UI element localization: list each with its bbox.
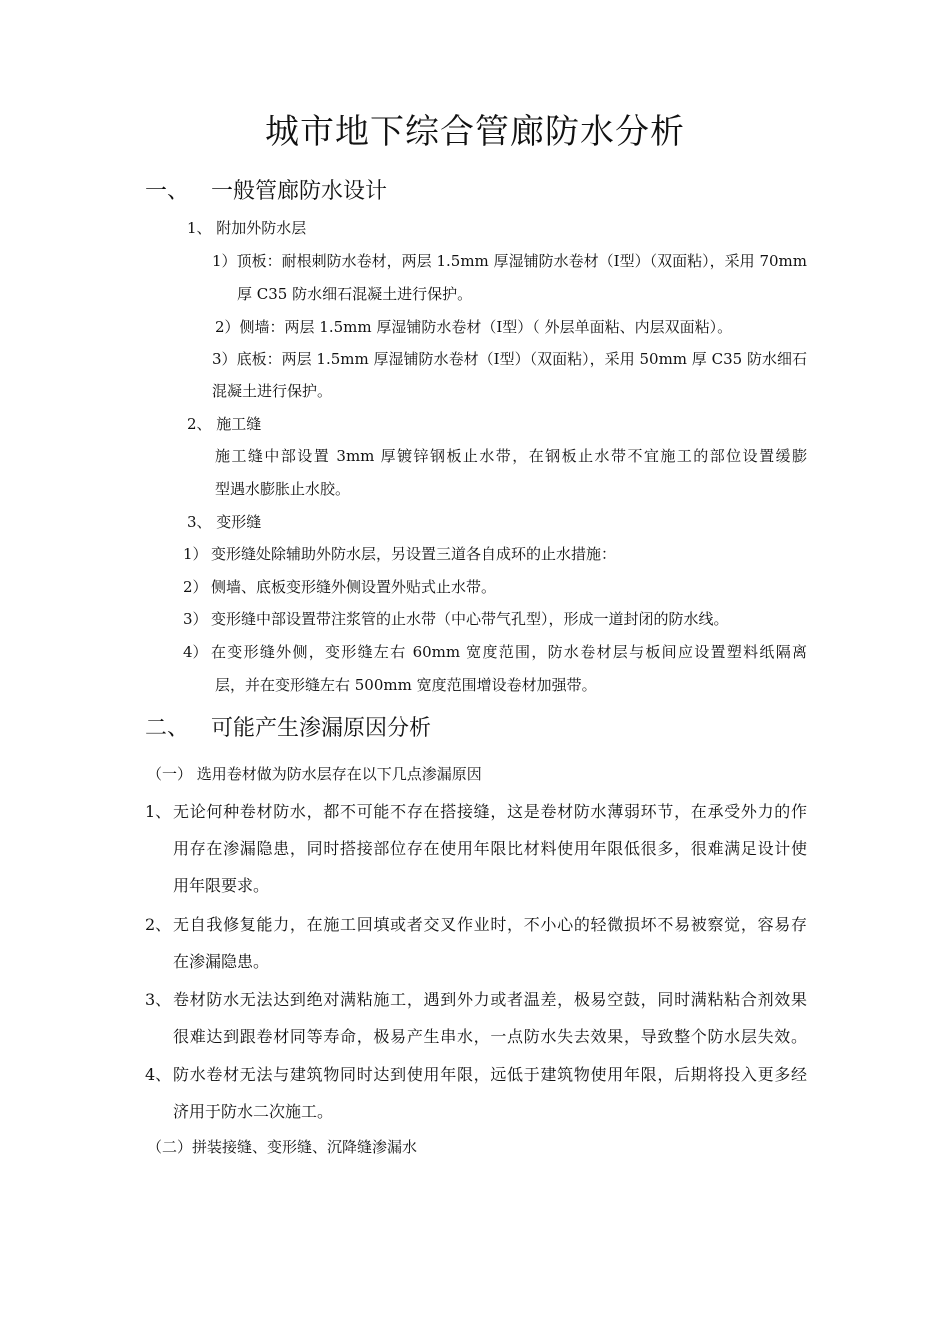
reason-line: 无自我修复能力，在施工回填或者交叉作业时，不小心的轻微损坏不易被察觉，容易存 — [173, 915, 807, 934]
section-1-heading — [145, 174, 545, 204]
section-2-title: 可能产生渗漏原因分析 — [211, 716, 432, 741]
list-item-number: 2） — [183, 578, 208, 596]
floor-line-1: 3）底板：两层 1.5mm 厚湿铺防水卷材（Ⅰ型）（双面粘），采用 50mm 厚 C35 防水细石 — [212, 350, 807, 368]
reason-number: 2、 — [145, 915, 172, 934]
list-item — [183, 641, 807, 663]
list-item-text: 变形缝处除辅助外防水层，另设置三道各自成环的止水措施： — [211, 545, 617, 563]
list-item-text: 侧墙、底板变形缝外侧设置外贴式止水带。 — [211, 578, 497, 596]
floor-line-2: 混凝土进行保护。 — [212, 382, 333, 400]
reason-number: 1、 — [145, 802, 172, 821]
joint-line-1: 施工缝中部设置 3mm 厚镀锌钢板止水带，在钢板止水带不宜施工的部位设置缓膨 — [215, 447, 807, 465]
list-item — [183, 543, 617, 564]
list-item-number: 3） — [183, 610, 208, 628]
subsection-2-label: 2、 施工缝 — [187, 415, 262, 433]
list-item — [183, 576, 497, 597]
section-1-number: 一、 — [145, 179, 190, 204]
reason-line: 很难达到跟卷材同等寿命，极易产生串水，一点防水失去效果，导致整个防水层失效。 — [173, 1027, 807, 1046]
reason-line: 在渗漏隐患。 — [173, 952, 270, 971]
reason-line: 卷材防水无法达到绝对满粘施工，遇到外力或者温差，极易空鼓，同时满粘粘合剂效果 — [173, 990, 807, 1009]
list-item-number: 1） — [183, 545, 208, 563]
reason-line: 用存在渗漏隐患，同时搭接部位存在使用年限比材料使用年限低很多，很难满足设计使 — [173, 839, 807, 858]
section-1-title: 一般管廊防水设计 — [211, 179, 388, 204]
roof-line-1: 1）顶板：耐根刺防水卷材，两层 1.5mm 厚湿铺防水卷材（Ⅰ型）（双面粘），采用 70mm — [212, 252, 807, 270]
part-2-label: （二）拼装接缝、变形缝、沉降缝渗漏水 — [147, 1138, 418, 1156]
reason-line: 用年限要求。 — [173, 876, 270, 895]
page-title: 城市地下综合管廊防水分析 — [265, 112, 685, 152]
subsection-1-label: 1、 附加外防水层 — [187, 219, 307, 237]
reason-line: 无论何种卷材防水，都不可能不存在搭接缝，这是卷材防水薄弱环节，在承受外力的作 — [173, 802, 807, 821]
list-item-text: 变形缝中部设置带注浆管的止水带（中心带气孔型），形成一道封闭的防水线。 — [211, 610, 729, 628]
subsection-3-label: 3、 变形缝 — [187, 513, 262, 531]
list-item-text: 在变形缝外侧，变形缝左右 60mm 宽度范围，防水卷材层与板间应设置塑料纸隔离 — [211, 643, 807, 661]
reason-line: 济用于防水二次施工。 — [173, 1102, 334, 1121]
reason-number: 3、 — [145, 990, 172, 1009]
list-item — [183, 608, 729, 629]
section-2-number: 二、 — [145, 716, 190, 741]
section-2-heading — [145, 711, 545, 741]
part-1-label: （一） 选用卷材做为防水层存在以下几点渗漏原因 — [147, 765, 482, 783]
reason-line: 防水卷材无法与建筑物同时达到使用年限，远低于建筑物使用年限，后期将投入更多经 — [173, 1065, 807, 1084]
joint-line-2: 型遇水膨胀止水胶。 — [215, 480, 351, 498]
list-item-number: 4） — [183, 643, 208, 661]
reason-number: 4、 — [145, 1065, 172, 1084]
roof-line-2: 厚 C35 防水细石混凝土进行保护。 — [237, 285, 473, 303]
wall-line: 2）侧墙：两层 1.5mm 厚湿铺防水卷材（Ⅰ型）（ 外层单面粘、内层双面粘）。 — [215, 318, 733, 336]
list-item-continuation: 层，并在变形缝左右 500mm 宽度范围增设卷材加强带。 — [215, 676, 597, 694]
